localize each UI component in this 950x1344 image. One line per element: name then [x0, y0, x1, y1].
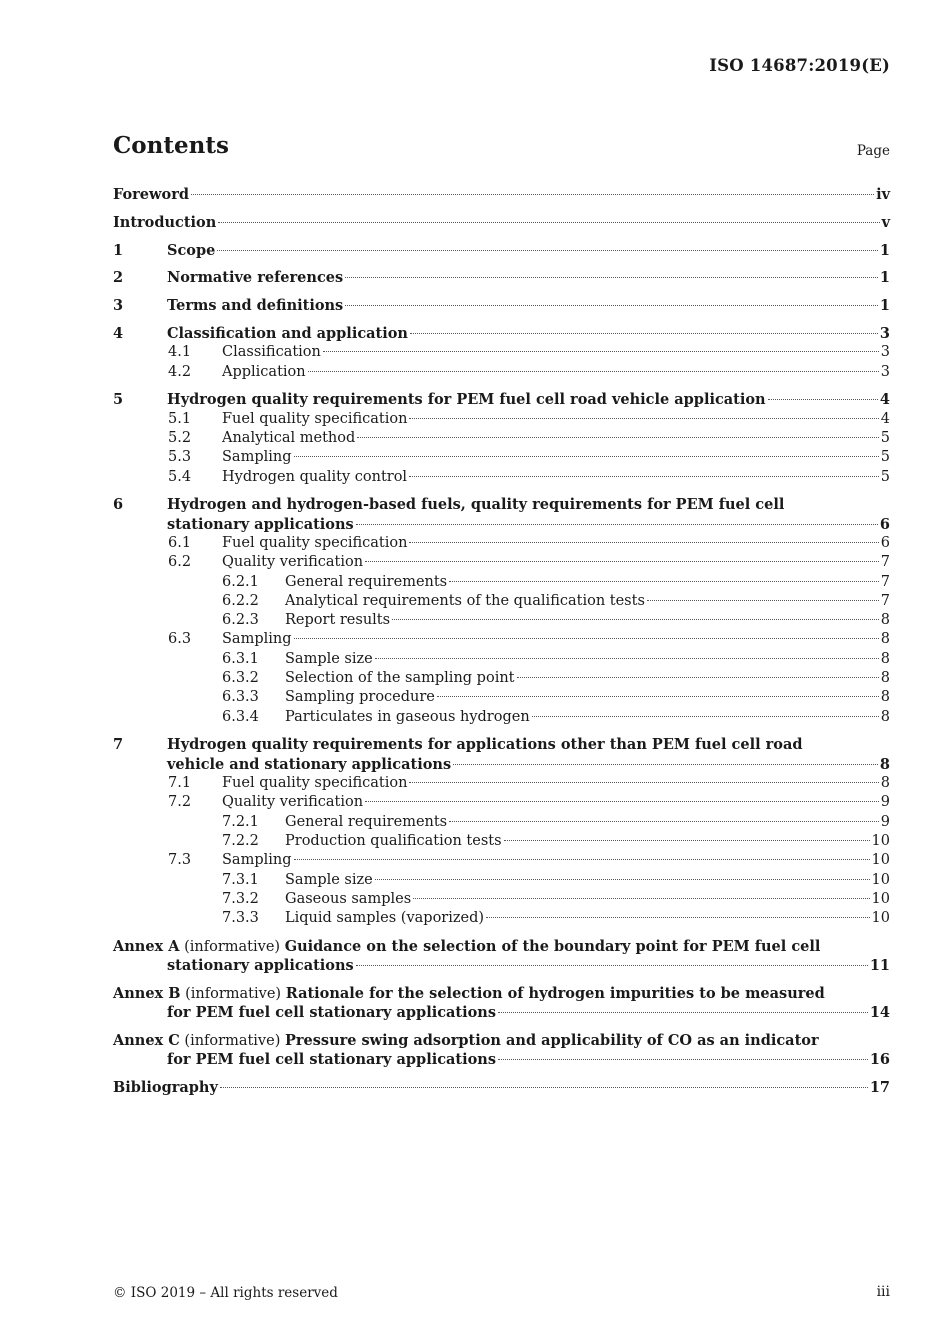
toc-entry-6-2-1[interactable]	[113, 573, 890, 592]
dot-leader	[392, 618, 879, 620]
toc-label: Particulates in gaseous hydrogen	[285, 708, 530, 725]
toc-entry-7-2-2[interactable]	[113, 832, 890, 851]
toc-page: v	[881, 213, 890, 231]
toc-page: 10	[871, 832, 890, 849]
toc-entry-6-3-3[interactable]	[113, 688, 890, 707]
toc-label: Hydrogen quality control	[222, 468, 408, 485]
dot-leader	[409, 541, 878, 543]
toc-page: 4	[879, 391, 890, 409]
annex-designation: Annex C	[113, 1032, 180, 1050]
toc-entry-foreword[interactable]	[113, 185, 890, 204]
toc-number: 5.3	[168, 449, 192, 466]
toc-entry-6-line2[interactable]	[113, 515, 890, 534]
dot-leader	[453, 763, 878, 765]
toc-entry-6-3[interactable]	[113, 630, 890, 649]
toc-entry-3[interactable]	[113, 296, 890, 315]
toc-label: Sampling	[222, 852, 292, 869]
toc-entry-7-3-3[interactable]	[113, 909, 890, 928]
toc-label: Normative references	[167, 269, 344, 287]
toc-label: Foreword	[113, 186, 189, 203]
toc-entry-5[interactable]	[113, 390, 890, 409]
toc-page: 10	[871, 890, 890, 907]
toc-page: 8	[880, 631, 890, 648]
toc-entry-2[interactable]	[113, 268, 890, 287]
toc-entry-7-1[interactable]	[113, 774, 890, 793]
toc-label: Selection of the sampling point	[285, 670, 515, 687]
dot-leader	[768, 398, 878, 400]
dot-leader	[308, 370, 879, 372]
toc-entry-6-1[interactable]	[113, 534, 890, 553]
dot-leader	[345, 304, 878, 306]
toc-label: Classification and application	[167, 324, 408, 342]
toc-entry-7-line1[interactable]	[113, 735, 890, 754]
toc-entry-7-3[interactable]	[113, 851, 890, 870]
toc-number: 6.2	[168, 554, 192, 571]
dot-leader	[356, 964, 868, 966]
toc-entry-annex-c-line1[interactable]	[113, 1031, 890, 1050]
toc-entry-7-2-1[interactable]	[113, 813, 890, 832]
toc-label: Classification	[222, 344, 321, 361]
toc-page: 1	[879, 269, 890, 287]
toc-page: 8	[880, 650, 890, 667]
document-id: ISO 14687:2019(E)	[709, 56, 890, 75]
toc-page: 8	[880, 775, 890, 792]
toc-page: 8	[880, 708, 890, 725]
toc-entry-6-3-1[interactable]	[113, 650, 890, 669]
toc-label: Sampling	[222, 631, 292, 648]
dot-leader	[375, 657, 879, 659]
toc-label: for PEM fuel cell stationary applications	[167, 1004, 497, 1022]
toc-entry-6-2-2[interactable]	[113, 592, 890, 611]
toc-page: 3	[879, 324, 890, 342]
toc-number: 6.2.3	[222, 612, 259, 629]
toc-entry-4[interactable]	[113, 324, 890, 343]
annex-designation: Annex B	[113, 984, 181, 1002]
toc-entry-6-3-2[interactable]	[113, 669, 890, 688]
toc-label: Bibliography	[113, 1079, 218, 1097]
toc-label: stationary applications	[167, 515, 354, 533]
toc-number: 2	[113, 269, 124, 287]
toc-label: Fuel quality specification	[222, 775, 408, 792]
toc-label: Quality verification	[222, 554, 364, 571]
toc-label: Hydrogen quality requirements for PEM fuel cell road vehicle application	[167, 391, 766, 409]
annex-designation: Annex A	[113, 937, 180, 955]
toc-label: Fuel quality specification	[222, 410, 408, 427]
annex-type: (informative)	[179, 938, 285, 955]
toc-page: 10	[871, 910, 890, 927]
toc-number: 6.1	[168, 534, 192, 551]
dot-leader	[191, 193, 874, 195]
annex-type: (informative)	[179, 1033, 285, 1050]
toc-label: Scope	[167, 241, 216, 259]
dot-leader	[217, 249, 878, 251]
toc-page: 4	[880, 410, 890, 427]
toc-page: 8	[880, 670, 890, 687]
annex-type: (informative)	[180, 985, 286, 1002]
toc-entry-annex-a-line2[interactable]	[113, 956, 890, 975]
toc-number: 3	[113, 297, 124, 315]
table-of-contents	[113, 185, 890, 1097]
toc-label: Gaseous samples	[285, 890, 412, 907]
dot-leader	[409, 417, 878, 419]
toc-label	[113, 1031, 819, 1051]
toc-page: 5	[880, 449, 890, 466]
annex-title: Guidance on the selection of the boundary point for PEM fuel cell	[284, 937, 821, 955]
toc-page: 10	[871, 871, 890, 888]
toc-label: Liquid samples (vaporized)	[285, 910, 485, 927]
annex-title: Pressure swing adsorption and applicability of CO as an indicator	[284, 1032, 819, 1050]
toc-page: 16	[869, 1051, 890, 1069]
toc-label: Terms and definitions	[167, 297, 344, 315]
toc-number: 7.3.2	[222, 890, 259, 907]
toc-label: Introduction	[113, 213, 217, 231]
toc-page: iv	[876, 186, 890, 203]
toc-label: Report results	[285, 612, 391, 629]
dot-leader	[486, 916, 870, 918]
toc-number: 5.1	[168, 410, 192, 427]
toc-label: Hydrogen and hydrogen-based fuels, quality requirements for PEM fuel cell	[167, 496, 785, 514]
dot-leader	[498, 1011, 868, 1013]
toc-page: 6	[879, 515, 890, 533]
toc-entry-1[interactable]	[113, 241, 890, 260]
toc-page: 10	[871, 852, 890, 869]
dot-leader	[356, 523, 878, 525]
toc-label: Quality verification	[222, 794, 364, 811]
toc-entry-7-line2[interactable]	[113, 755, 890, 774]
toc-number: 6.2.1	[222, 573, 259, 590]
dot-leader	[294, 858, 870, 860]
toc-entry-introduction[interactable]	[113, 213, 890, 232]
dot-leader	[375, 878, 870, 880]
toc-page: 7	[880, 592, 890, 609]
toc-page: 7	[880, 573, 890, 590]
page-column-label: Page	[856, 143, 890, 159]
toc-page: 14	[869, 1004, 890, 1022]
page-title: Contents	[113, 132, 229, 159]
toc-label: for PEM fuel cell stationary applications	[167, 1051, 497, 1069]
toc-number: 6	[113, 496, 124, 514]
dot-leader	[498, 1058, 868, 1060]
toc-entry-5-4[interactable]	[113, 468, 890, 487]
toc-entry-annex-b-line2[interactable]	[113, 1003, 890, 1022]
toc-entry-4-1[interactable]	[113, 343, 890, 362]
page-number: iii	[876, 1284, 890, 1300]
toc-entry-7-3-1[interactable]	[113, 871, 890, 890]
toc-number: 7.3.1	[222, 871, 259, 888]
toc-number: 5	[113, 391, 124, 409]
toc-label: Analytical requirements of the qualification tests	[285, 592, 645, 609]
toc-label: Hydrogen quality requirements for applications other than PEM fuel cell road	[167, 736, 803, 754]
toc-number: 4.1	[168, 344, 192, 361]
toc-entry-bibliography[interactable]	[113, 1078, 890, 1097]
dot-leader	[504, 839, 870, 841]
toc-label	[113, 984, 825, 1004]
toc-page: 1	[879, 241, 890, 259]
toc-entry-7-2[interactable]	[113, 793, 890, 812]
dot-leader	[365, 560, 879, 562]
toc-number: 7.2	[168, 794, 192, 811]
toc-page: 9	[880, 813, 890, 830]
toc-entry-5-1[interactable]	[113, 410, 890, 429]
toc-entry-6-2-3[interactable]	[113, 611, 890, 630]
dot-leader	[357, 436, 878, 438]
toc-number: 7.1	[168, 775, 192, 792]
toc-page: 5	[880, 429, 890, 446]
toc-number: 1	[113, 241, 124, 259]
toc-label: vehicle and stationary applications	[167, 755, 452, 773]
toc-label: Application	[222, 363, 306, 380]
toc-page: 3	[880, 363, 890, 380]
dot-leader	[294, 637, 879, 639]
toc-entry-annex-c-line2[interactable]	[113, 1050, 890, 1069]
toc-number: 6.2.2	[222, 592, 259, 609]
toc-label: Sample size	[285, 871, 373, 888]
toc-page: 3	[880, 344, 890, 361]
dot-leader	[220, 1086, 868, 1088]
toc-number: 4	[113, 324, 124, 342]
toc-entry-6-2[interactable]	[113, 553, 890, 572]
dot-leader	[409, 475, 879, 477]
dot-leader	[413, 897, 869, 899]
toc-entry-annex-b-line1[interactable]	[113, 984, 890, 1003]
toc-label: Production qualification tests	[285, 832, 502, 849]
toc-page: 1	[879, 297, 890, 315]
dot-leader	[532, 715, 879, 717]
toc-label: Analytical method	[222, 429, 356, 446]
toc-number: 6.3.2	[222, 670, 259, 687]
dot-leader	[437, 695, 879, 697]
dot-leader	[345, 276, 878, 278]
annex-title: Rationale for the selection of hydrogen impurities to be measured	[285, 984, 825, 1002]
copyright-notice: © ISO 2019 – All rights reserved	[113, 1285, 338, 1301]
toc-number: 7	[113, 736, 124, 754]
dot-leader	[409, 781, 878, 783]
toc-entry-annex-a-line1[interactable]	[113, 937, 890, 956]
toc-label: Sampling	[222, 449, 292, 466]
toc-number: 7.2.2	[222, 832, 259, 849]
toc-page: 9	[880, 794, 890, 811]
toc-page: 5	[880, 468, 890, 485]
toc-entry-7-3-2[interactable]	[113, 890, 890, 909]
dot-leader	[449, 820, 879, 822]
toc-entry-6-line1[interactable]	[113, 495, 890, 514]
toc-entry-5-3[interactable]	[113, 448, 890, 467]
toc-page: 8	[879, 755, 890, 773]
toc-entry-5-2[interactable]	[113, 429, 890, 448]
toc-number: 7.3.3	[222, 910, 259, 927]
toc-label: General requirements	[285, 813, 448, 830]
dot-leader	[517, 676, 879, 678]
dot-leader	[323, 350, 879, 352]
toc-label	[113, 937, 820, 957]
toc-label: General requirements	[285, 573, 448, 590]
toc-page: 8	[880, 612, 890, 629]
dot-leader	[365, 800, 879, 802]
toc-number: 7.2.1	[222, 813, 259, 830]
toc-number: 7.3	[168, 852, 192, 869]
toc-number: 6.3.4	[222, 708, 259, 725]
toc-label: stationary applications	[167, 957, 354, 975]
toc-entry-4-2[interactable]	[113, 363, 890, 382]
toc-label: Sample size	[285, 650, 373, 667]
toc-page: 17	[869, 1079, 890, 1097]
toc-number: 6.3.1	[222, 650, 259, 667]
dot-leader	[410, 332, 878, 334]
dot-leader	[294, 455, 879, 457]
toc-number: 6.3.3	[222, 689, 259, 706]
toc-page: 11	[869, 957, 890, 975]
dot-leader	[449, 580, 879, 582]
dot-leader	[218, 221, 879, 223]
toc-page: 6	[880, 534, 890, 551]
toc-number: 5.4	[168, 468, 192, 485]
toc-number: 6.3	[168, 631, 192, 648]
toc-number: 4.2	[168, 363, 192, 380]
toc-entry-6-3-4[interactable]	[113, 708, 890, 727]
toc-label: Sampling procedure	[285, 689, 435, 706]
dot-leader	[647, 599, 879, 601]
toc-number: 5.2	[168, 429, 192, 446]
toc-page: 8	[880, 689, 890, 706]
toc-page: 7	[880, 554, 890, 571]
toc-label: Fuel quality specification	[222, 534, 408, 551]
